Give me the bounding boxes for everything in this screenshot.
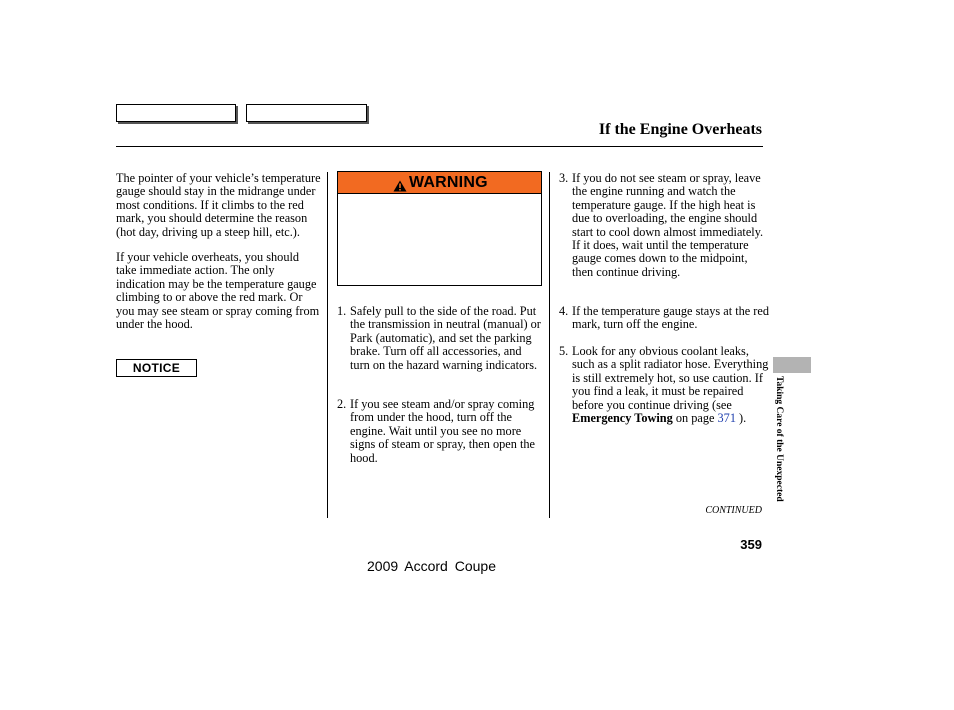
step-number: 4. bbox=[559, 304, 569, 318]
step-item bbox=[559, 172, 771, 279]
warning-box bbox=[337, 171, 542, 286]
step-text: If the temperature gauge stays at the red mark, turn off the engine. bbox=[572, 304, 770, 332]
warning-triangle-icon bbox=[393, 177, 407, 198]
intro-paragraph: If your vehicle overheats, you should take immediate action. The only indication may be the temperature gauge climbing to or above the red mark. Or you may see steam or spray coming from under the hood. bbox=[116, 250, 320, 332]
nav-button-previous[interactable] bbox=[116, 104, 236, 122]
step-item bbox=[559, 305, 771, 332]
step-number: 2. bbox=[337, 397, 347, 411]
intro-paragraph: The pointer of your vehicle’s temperature gauge should stay in the midrange under most conditions. If it climbs to the red mark, you should determine the reason (hot day, driving up a steep hill, etc.). bbox=[116, 171, 321, 239]
step-text: If you see steam and/or spray coming from under the hood, turn off the engine. Wait until you see no more signs of steam or spray, then open the hood. bbox=[350, 397, 535, 465]
nav-button-next[interactable] bbox=[246, 104, 367, 122]
warning-header bbox=[338, 172, 541, 194]
title-rule bbox=[116, 146, 763, 147]
footer-model: 2009 Accord Coupe bbox=[367, 558, 496, 574]
step-text-part: ). bbox=[735, 411, 747, 426]
step-number: 3. bbox=[559, 171, 569, 185]
intro-column bbox=[116, 172, 321, 343]
warning-label: WARNING bbox=[409, 174, 488, 191]
step-text bbox=[572, 345, 771, 425]
section-label: Taking Care of the Unexpected bbox=[774, 376, 784, 502]
page-number: 359 bbox=[740, 537, 762, 552]
cross-reference: Emergency Towing bbox=[572, 411, 673, 426]
step-item bbox=[337, 398, 542, 465]
step-text-part: on page bbox=[672, 411, 718, 426]
step-text: If you do not see steam or spray, leave the engine running and watch the temperature gauge. If the high heat is due to overloading, the engine should start to cool down almost immediately. If it does, wait until the temperature gauge comes down to the midpoint, then continue driving. bbox=[572, 171, 764, 279]
step-text: Safely pull to the side of the road. Put the transmission in neutral (manual) or Park (automatic), and set the parking brake. Turn off all accessories, and turn on the hazard warning indicators. bbox=[350, 304, 541, 372]
step-text-part: Look for any obvious coolant leaks, such as a split radiator hose. Everything is still extremely hot, so use caution. If you find a leak, it must be repaired before you continue driving (see bbox=[572, 344, 769, 412]
column-divider bbox=[327, 172, 328, 518]
page-link[interactable]: 371 bbox=[717, 411, 736, 426]
step-item bbox=[559, 345, 771, 425]
column-divider bbox=[549, 172, 550, 518]
step-number: 1. bbox=[337, 304, 347, 318]
notice-label: NOTICE bbox=[116, 359, 197, 377]
section-tab[interactable] bbox=[773, 357, 811, 373]
step-number: 5. bbox=[559, 344, 569, 358]
page-title: If the Engine Overheats bbox=[598, 121, 762, 138]
continued-label: CONTINUED bbox=[705, 505, 762, 516]
step-item bbox=[337, 305, 542, 372]
